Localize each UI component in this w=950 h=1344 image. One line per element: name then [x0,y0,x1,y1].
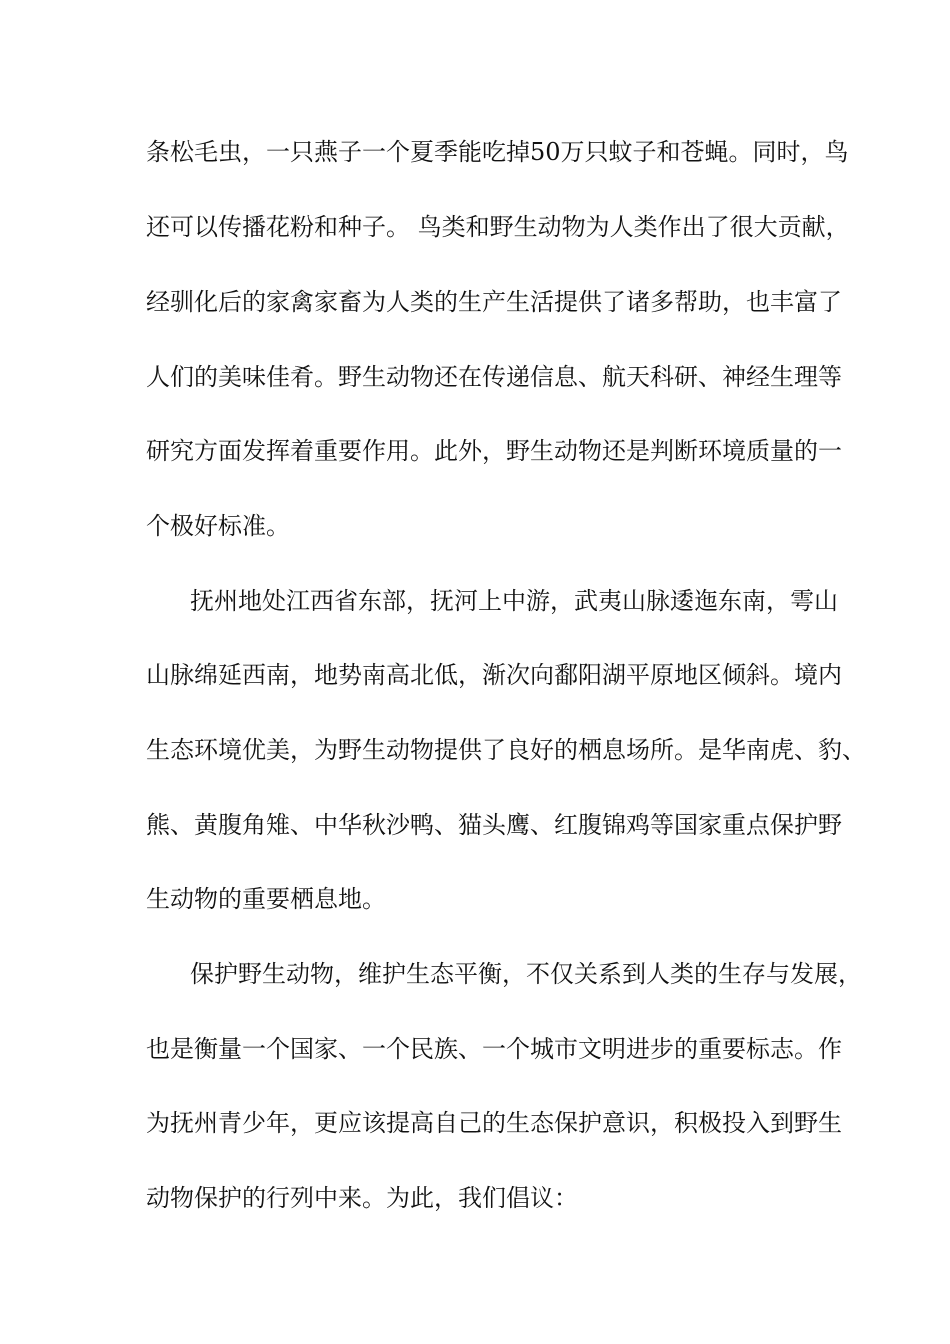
text-line: 研究方面发挥着重要作用。此外，野生动物还是判断环境质量的一 [146,437,842,465]
text-line: 生态环境优美，为野生动物提供了良好的栖息场所。是华南虎、豹、 [146,736,866,764]
text-line: 经驯化后的家禽家畜为人类的生产生活提供了诸多帮助，也丰富了 [146,288,842,316]
text-line: 山脉绵延西南，地势南高北低，渐次向鄱阳湖平原地区倾斜。境内 [146,661,842,689]
text-line: 也是衡量一个国家、一个民族、一个城市文明进步的重要标志。作 [146,1035,842,1063]
text-line: 动物保护的行列中来。为此，我们倡议： [146,1184,578,1212]
text-line: 生动物的重要栖息地。 [146,885,386,913]
text-line: 保护野生动物，维护生态平衡，不仅关系到人类的生存与发展， [190,960,862,988]
text-line: 还可以传播花粉和种子。 鸟类和野生动物为人类作出了很大贡献， [146,213,850,241]
text-line: 人们的美味佳肴。野生动物还在传递信息、航天科研、神经生理等 [146,363,842,391]
text-line: 熊、黄腹角雉、中华秋沙鸭、猫头鹰、红腹锦鸡等国家重点保护野 [146,811,842,839]
text-line: 为抚州青少年，更应该提高自己的生态保护意识，积极投入到野生 [146,1109,842,1137]
text-line: 抚州地处江西省东部，抚河上中游，武夷山脉逶迤东南，雩山 [190,587,838,615]
text-line: 个极好标准。 [146,512,290,540]
text-line: 条松毛虫，一只燕子一个夏季能吃掉50万只蚊子和苍蝇。同时，鸟 [146,138,849,166]
